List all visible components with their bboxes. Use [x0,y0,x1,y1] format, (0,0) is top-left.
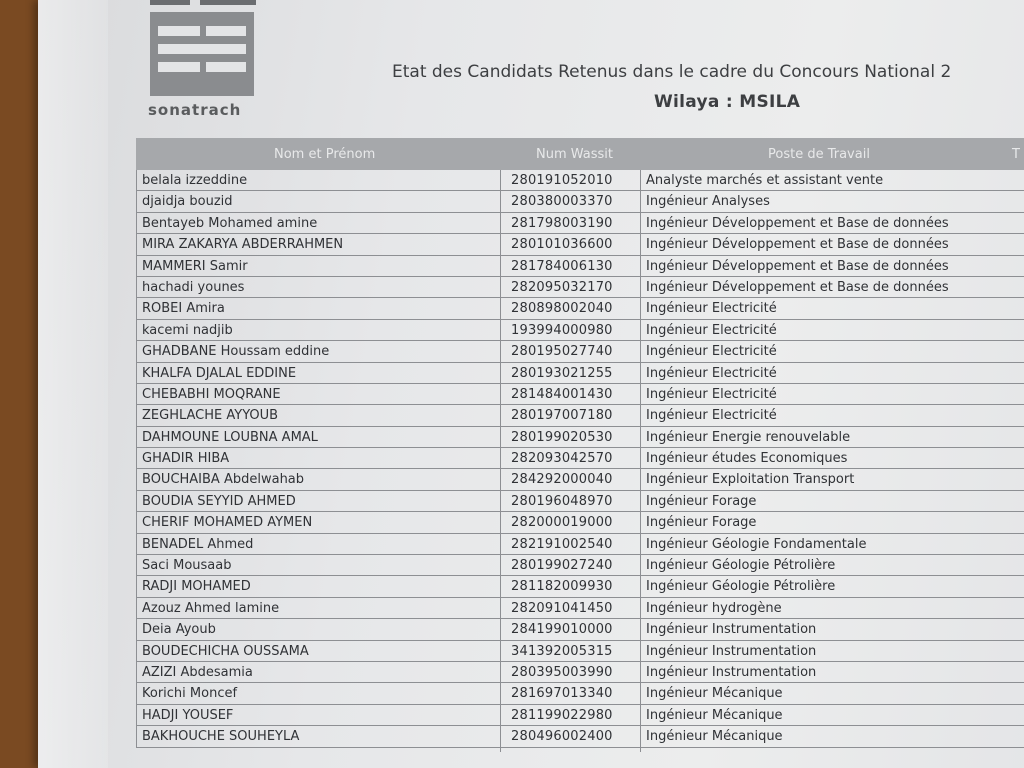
wassit-number: 281484001430 [511,386,613,402]
candidate-name: CHERIF MOHAMED AYMEN [142,515,313,531]
table-row [136,534,1024,555]
job-post: Ingénieur Forage [646,493,757,509]
wassit-number: 193994000980 [511,322,613,338]
wassit-number: 284292000040 [511,472,613,488]
candidate-name: kacemi nadjib [142,322,233,338]
wassit-number: 282000019000 [511,515,613,531]
table-row [136,512,1024,533]
wassit-number: 281182009930 [511,579,613,595]
wassit-number: 280395003990 [511,664,613,680]
table-row [136,705,1024,726]
table-row [136,170,1024,191]
wassit-number: 284199010000 [511,622,613,638]
job-post: Ingénieur Electricité [646,365,777,381]
table-body [136,170,1024,748]
wassit-number: 282093042570 [511,451,613,467]
table-row [136,662,1024,683]
wassit-number: 282095032170 [511,279,613,295]
candidate-name: GHADIR HIBA [142,451,230,467]
candidate-name: belala izzeddine [142,173,248,188]
candidate-name: Azouz Ahmed lamine [142,600,280,616]
table-row [136,641,1024,662]
candidate-name: RADJI MOHAMED [142,579,251,595]
job-post: Ingénieur études Economiques [646,451,848,467]
job-post: Ingénieur Mécanique [646,686,783,702]
job-post: Ingénieur Electricité [646,408,777,424]
column-divider [640,170,641,752]
candidate-name: Bentayeb Mohamed amine [142,215,318,231]
candidate-name: BENADEL Ahmed [142,536,254,552]
table-row [136,555,1024,576]
header-name: Nom et Prénom [274,147,376,162]
wassit-number: 280193021255 [511,365,613,381]
candidate-name: djaidja bouzid [142,194,233,210]
wassit-number: 282191002540 [511,536,613,552]
document-subtitle: Wilaya : MSILA [654,92,801,112]
candidate-name: BAKHOUCHE SOUHEYLA [142,729,300,745]
job-post: Ingénieur Mécanique [646,729,783,745]
candidate-name: hachadi younes [142,279,245,295]
table-row [136,619,1024,640]
wassit-number: 280496002400 [511,729,613,745]
candidate-name: ROBEI Amira [142,301,225,317]
candidate-name: HADJI YOUSEF [142,707,234,723]
wassit-number: 280195027740 [511,344,613,360]
job-post: Ingénieur hydrogène [646,600,782,616]
candidate-name: Korichi Moncef [142,686,238,702]
job-post: Ingénieur Instrumentation [646,664,817,680]
candidate-name: BOUCHAIBA Abdelwahab [142,472,305,488]
candidate-name: Saci Mousaab [142,558,232,574]
job-post: Ingénieur Exploitation Transport [646,472,855,488]
candidate-name: ZEGHLACHE AYYOUB [142,408,279,424]
job-post: Ingénieur Electricité [646,322,777,338]
table-row [136,256,1024,277]
candidate-name: BOUDIA SEYYID AHMED [142,493,296,509]
table-row [136,298,1024,319]
candidate-name: MIRA ZAKARYA ABDERRAHMEN [142,237,344,253]
table-row [136,363,1024,384]
table-row [136,384,1024,405]
job-post: Ingénieur Géologie Fondamentale [646,536,867,552]
wassit-number: 282091041450 [511,600,613,616]
job-post: Analyste marchés et assistant vente [646,173,884,188]
table-row [136,726,1024,747]
wassit-number: 280199020530 [511,429,613,445]
table-row [136,598,1024,619]
table-row [136,234,1024,255]
candidate-name: AZIZI Abdesamia [142,664,253,680]
table-row [136,277,1024,298]
table-row [136,320,1024,341]
table-row [136,469,1024,490]
table-row [136,448,1024,469]
candidate-name: Deia Ayoub [142,622,216,638]
candidate-name: BOUDECHICHA OUSSAMA [142,643,309,659]
wassit-number: 280196048970 [511,493,613,509]
job-post: Ingénieur Instrumentation [646,643,817,659]
wassit-number: 280199027240 [511,558,613,574]
candidates-table [136,138,1024,748]
wassit-number: 281784006130 [511,258,613,274]
job-post: Ingénieur Géologie Pétrolière [646,558,836,574]
candidate-name: GHADBANE Houssam eddine [142,344,330,360]
wassit-number: 280101036600 [511,237,613,253]
candidate-name: CHEBABHI MOQRANE [142,386,281,402]
wassit-number: 281798003190 [511,215,613,231]
candidate-name: KHALFA DJALAL EDDINE [142,365,297,381]
table-header [136,138,1024,170]
job-post: Ingénieur Electricité [646,386,777,402]
job-post: Ingénieur Analyses [646,194,770,210]
job-post: Ingénieur Forage [646,515,757,531]
candidate-name: DAHMOUNE LOUBNA AMAL [142,429,318,445]
table-row [136,191,1024,212]
table-row [136,213,1024,234]
job-post: Ingénieur Développement et Base de données [646,258,949,274]
wassit-number: 280898002040 [511,301,613,317]
candidate-name: MAMMERI Samir [142,258,248,274]
job-post: Ingénieur Electricité [646,344,777,360]
wassit-number: 280197007180 [511,408,613,424]
table-row [136,576,1024,597]
job-post: Ingénieur Développement et Base de données [646,215,949,231]
table-row [136,427,1024,448]
job-post: Ingénieur Electricité [646,301,777,317]
wassit-number: 281697013340 [511,686,613,702]
paper-edge [38,0,108,768]
job-post: Ingénieur Développement et Base de données [646,279,949,295]
header-type: T [1012,147,1020,162]
job-post: Ingénieur Géologie Pétrolière [646,579,836,595]
wassit-number: 280191052010 [511,173,613,188]
header-post: Poste de Travail [768,147,870,162]
table-row [136,683,1024,704]
wassit-number: 341392005315 [511,643,613,659]
job-post: Ingénieur Energie renouvelable [646,429,851,445]
table-row [136,341,1024,362]
column-divider [500,170,501,752]
sonatrach-logo [148,0,258,125]
header-num: Num Wassit [536,147,614,162]
document-title: Etat des Candidats Retenus dans le cadre du Concours National 2 [392,62,952,82]
job-post: Ingénieur Développement et Base de données [646,237,949,253]
sonatrach-logo-icon [148,0,258,100]
job-post: Ingénieur Instrumentation [646,622,817,638]
table-row [136,405,1024,426]
wassit-number: 281199022980 [511,707,613,723]
job-post: Ingénieur Mécanique [646,707,783,723]
logo-text: sonatrach [148,101,242,119]
table-row [136,491,1024,512]
wassit-number: 280380003370 [511,194,613,210]
